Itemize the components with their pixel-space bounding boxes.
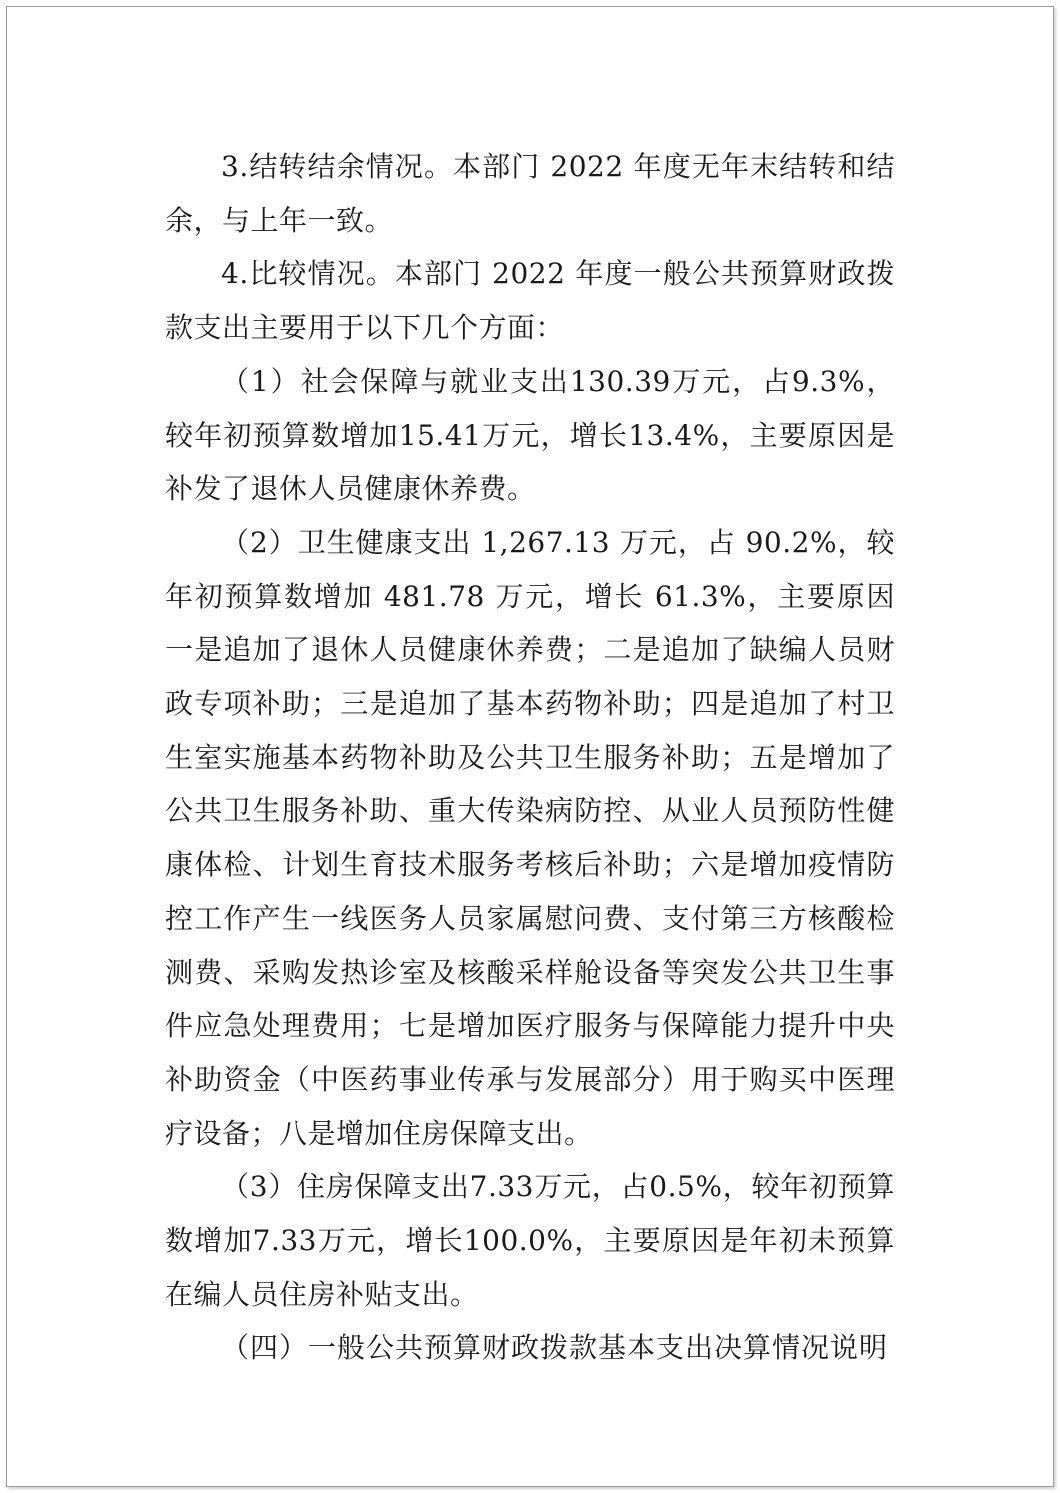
document-body [165,140,895,1375]
paragraph-carryover: 3.结转结余情况。本部门 2022 年度无年末结转和结余，与上年一致。 [165,150,895,237]
paragraph-health: （2）卫生健康支出 1,267.13 万元，占 90.2%，较年初预算数增加 481.78 万元，增长 61.3%，主要原因一是追加了退休人员健康休养费；二是追加了缺编人员财政专项补助；三是追加了基本药物补助；四是追加了村卫生室实施基本药物补助及公共卫生服务补助；五是增加了公共卫生服务补助、重大传染病防控、从业人员预防性健康体检、计划生育技术服务考核后补助；六是增加疫情防控工作产生一线医务人员家属慰问费、支付第三方核酸检测费、采购发热诊室及核酸采样舱设备等突发公共卫生事件应急处理费用；七是增加医疗服务与保障能力提升中央补助资金（中医药事业传承与发展部分）用于购买中医理疗设备；八是增加住房保障支出。 [165,525,895,1150]
paragraph-housing: （3）住房保障支出7.33万元，占0.5%，较年初预算数增加7.33万元，增长100.0%，主要原因是年初未预算在编人员住房补贴支出。 [165,1170,895,1311]
paragraph-social-security: （1）社会保障与就业支出130.39万元，占9.3%，较年初预算数增加15.41万元，增长13.4%，主要原因是补发了退休人员健康休养费。 [165,364,895,506]
paragraph-comparison: 4.比较情况。本部门 2022 年度一般公共预算财政拨款支出主要用于以下几个方面： [165,257,895,345]
section-heading: （四）一般公共预算财政拨款基本支出决算情况说明 [221,1331,889,1365]
